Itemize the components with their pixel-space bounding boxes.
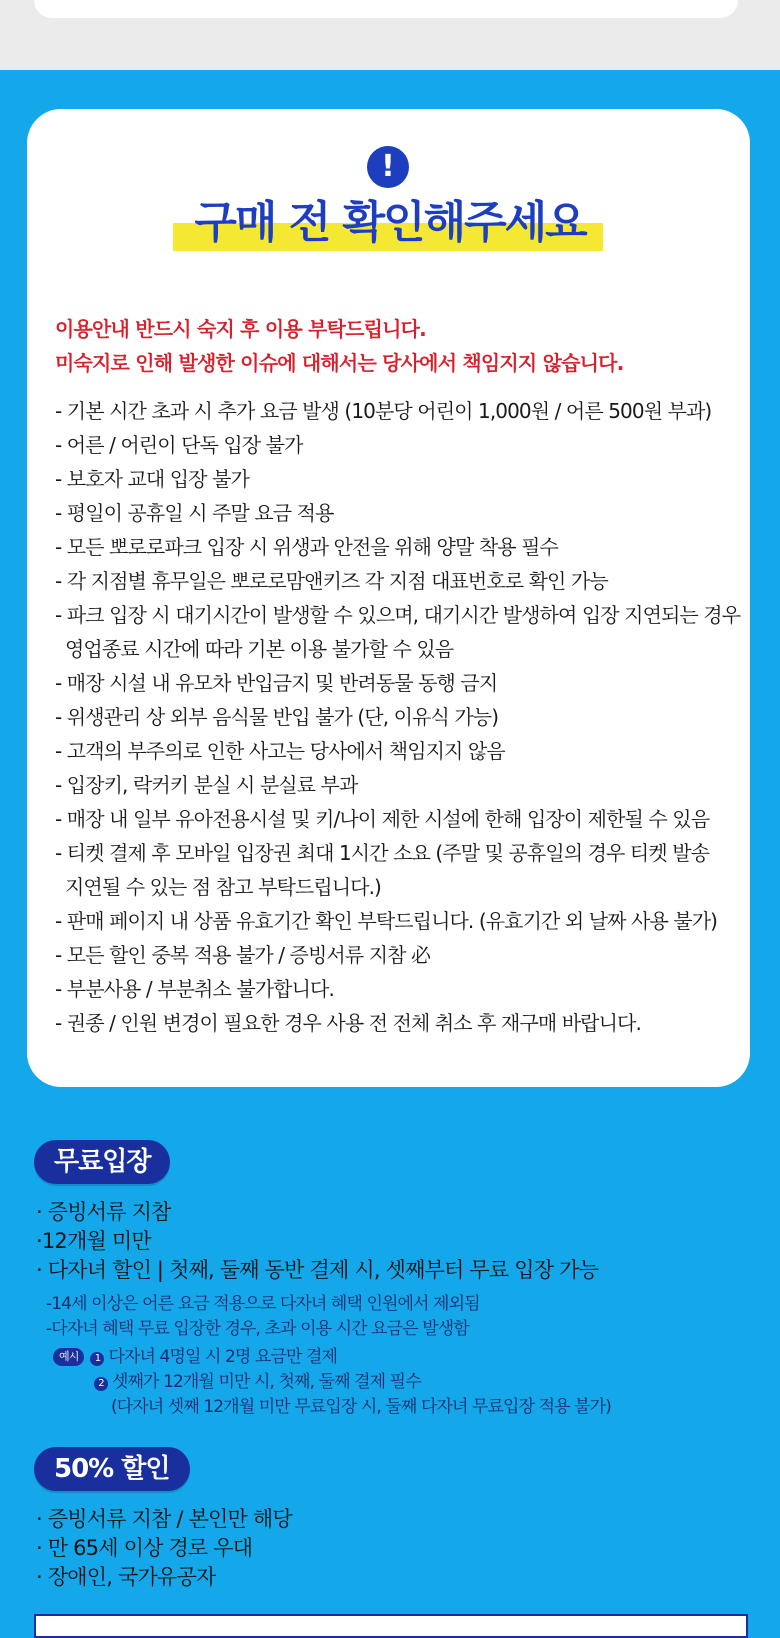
rule-item: - 기본 시간 초과 시 추가 요금 발생 (10분당 어린이 1,000원 / 어른 500원 부과)	[55, 399, 712, 423]
previous-card-bottom	[34, 0, 738, 18]
example-line-2-note: (다자녀 셋째 12개월 미만 무료입장 시, 둘째 다자녀 무료입장 적용 불가)	[111, 1397, 611, 1417]
free-entry-notes	[46, 1292, 480, 1342]
warning-line: 미숙지로 인해 발생한 이슈에 대해서는 당사에서 책임지지 않습니다.	[55, 351, 624, 375]
free-entry-note: -다자녀 혜택 무료 입장한 경우, 초과 이용 시간 요금은 발생함	[46, 1319, 469, 1339]
next-section-box	[34, 1614, 748, 1638]
half-discount-label: 50% 할인	[34, 1447, 190, 1491]
rule-item: - 판매 페이지 내 상품 유효기간 확인 부탁드립니다. (유효기간 외 날짜 사용 불가)	[55, 909, 718, 933]
half-discount-list	[36, 1505, 292, 1592]
rule-item: - 고객의 부주의로 인한 사고는 당사에서 책임지지 않음	[55, 739, 505, 763]
rule-item: - 각 지점별 휴무일은 뽀로로맘앤키즈 각 지점 대표번호로 확인 가능	[55, 569, 608, 593]
rule-item: - 평일이 공휴일 시 주말 요금 적용	[55, 501, 334, 525]
free-entry-note: -14세 이상은 어른 요금 적용으로 다자녀 혜택 인원에서 제외됨	[46, 1294, 480, 1314]
free-entry-list	[36, 1198, 598, 1285]
free-entry-example	[53, 1345, 611, 1420]
rule-item: - 매장 시설 내 유모차 반입금지 및 반려동물 동행 금지	[55, 671, 498, 695]
free-entry-label: 무료입장	[34, 1140, 170, 1184]
rule-item: - 권종 / 인원 변경이 필요한 경우 사용 전 전체 취소 후 재구매 바랍니다.	[55, 1011, 641, 1035]
free-entry-item: · 다자녀 할인 | 첫째, 둘째 동반 결제 시, 셋째부터 무료 입장 가능	[36, 1258, 599, 1282]
exclamation-icon: !	[367, 146, 409, 188]
rule-item: - 부분사용 / 부분취소 불가합니다.	[55, 977, 334, 1001]
rule-item: - 티켓 결제 후 모바일 입장권 최대 1시간 소요 (주말 및 공휴일의 경우 티켓 발송	[55, 841, 710, 865]
example-line-1: 다자녀 4명일 시 2명 요금만 결제	[108, 1347, 338, 1367]
half-discount-item: · 만 65세 이상 경로 우대	[36, 1536, 253, 1560]
rule-item: - 파크 입장 시 대기시간이 발생할 수 있으며, 대기시간 발생하여 입장 지연되는 경우	[55, 603, 741, 627]
rule-item: - 보호자 교대 입장 불가	[55, 467, 249, 491]
rule-item: - 모든 뽀로로파크 입장 시 위생과 안전을 위해 양말 착용 필수	[55, 535, 558, 559]
warning-line: 이용안내 반드시 숙지 후 이용 부탁드립니다.	[55, 317, 426, 341]
example-badge: 예시	[53, 1348, 84, 1366]
free-entry-item: · 증빙서류 지참	[36, 1200, 171, 1224]
number-2-icon: 2	[94, 1377, 108, 1391]
rule-item: - 어른 / 어린이 단독 입장 불가	[55, 433, 303, 457]
number-1-icon: 1	[90, 1352, 104, 1366]
notice-title: 구매 전 확인해주세요	[194, 197, 586, 248]
rules-list	[55, 394, 745, 1040]
half-discount-item: · 증빙서류 지참 / 본인만 해당	[36, 1507, 292, 1531]
warning-text	[55, 312, 745, 380]
rule-item: - 매장 내 일부 유아전용시설 및 키/나이 제한 시설에 한해 입장이 제한될 수 있음	[55, 807, 710, 831]
rule-item: - 모든 할인 중복 적용 불가 / 증빙서류 지참 必	[55, 943, 431, 967]
top-gray-band	[0, 0, 780, 70]
rule-item: - 입장키, 락커키 분실 시 분실료 부과	[55, 773, 358, 797]
example-line-2: 셋째가 12개월 미만 시, 첫째, 둘째 결제 필수	[112, 1372, 421, 1392]
half-discount-item: · 장애인, 국가유공자	[36, 1565, 216, 1589]
free-entry-item: ·12개월 미만	[36, 1229, 151, 1253]
rule-item: - 위생관리 상 외부 음식물 반입 불가 (단, 이유식 가능)	[55, 705, 499, 729]
rule-item-continued: 지연될 수 있는 점 참고 부탁드립니다.)	[65, 875, 381, 899]
rule-item-continued: 영업종료 시간에 따라 기본 이용 불가할 수 있음	[65, 637, 454, 661]
